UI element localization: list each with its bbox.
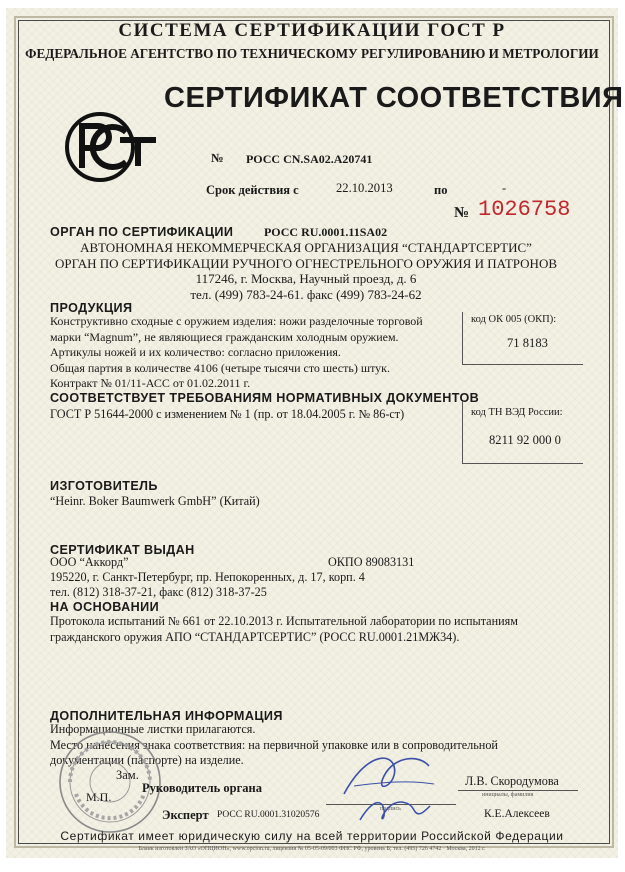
organ-line: АВТОНОМНАЯ НЕКОММЕРЧЕСКАЯ ОРГАНИЗАЦИЯ “СТАНДАРТСЕРТИС” (80, 240, 532, 255)
okp-code-box (462, 312, 583, 365)
product-line: Общая партия в количестве 4106 (четыре тысячи сто шесть) штук. (50, 360, 390, 375)
additional-line: документации (паспорте) на изделие. (50, 753, 244, 767)
print-note: Бланк изготовлен ЗАО «ОПЦИОН», www.opcion.ru, лицензия № 05-05-09/003 ФНС РФ, уровень Б; тел. (495) 726 4742 · Москва, 2012 г. (138, 846, 486, 852)
basis-line: Протокола испытаний № 661 от 22.10.2013 г. Испытательной лаборатории по испытаниям (50, 614, 518, 628)
validity-from: 22.10.2013 (336, 181, 393, 195)
issued-okpo: ОКПО 89083131 (328, 555, 415, 569)
head-label: Руководитель органа (142, 781, 262, 795)
initials-hint: инициалы, фамилия (482, 792, 534, 798)
mp-label: М.П. (86, 790, 112, 804)
product-line: Контракт № 01/11-АСС от 01.02.2011 г. (50, 376, 251, 390)
organ-label: ОРГАН ПО СЕРТИФИКАЦИИ (50, 225, 234, 239)
serial-number: 1026758 (478, 197, 571, 222)
system-title: СИСТЕМА СЕРТИФИКАЦИИ ГОСТ Р (118, 20, 506, 41)
additional-line: Информационные листки прилагаются. (50, 722, 256, 736)
issued-phone: тел. (812) 318-37-21, факс (812) 318-37-25 (50, 585, 267, 599)
tnved-value: 8211 92 000 0 (489, 433, 561, 447)
basis-label: НА ОСНОВАНИИ (50, 600, 160, 614)
issued-org: ООО “Аккорд” (50, 555, 129, 569)
tnved-label: код ТН ВЭД России: (471, 407, 563, 418)
manufacturer-label: ИЗГОТОВИТЕЛЬ (50, 479, 158, 493)
validity-label: Срок действия с (206, 183, 299, 197)
organ-details (6, 240, 606, 302)
product-line: Конструктивно сходные с оружием изделия: ножи разделочные торговой (50, 314, 423, 328)
basis-line: гражданского оружия АПО “СТАНДАРТСЕРТИС” (РОСС RU.0001.21МЖ34). (50, 629, 460, 644)
validity-to: - (502, 181, 507, 195)
compliance-text: ГОСТ Р 51644-2000 с изменением № 1 (пр. от 18.04.2005 г. № 86-ст) (50, 407, 405, 421)
serial-label: № (454, 205, 470, 221)
product-line: Артикулы ножей и их количество: согласно приложения. (50, 345, 341, 359)
basis-details (50, 614, 518, 645)
additional-line: Место нанесения знака соответствия: на первичной упаковке или в сопроводительной (50, 737, 498, 752)
certificate-sheet (6, 8, 624, 858)
expert-label: Эксперт (162, 808, 209, 822)
zam-label: Зам. (116, 768, 139, 782)
manufacturer-text: “Heinr. Boker Baumwerk GmbH” (Китай) (50, 494, 260, 508)
validity-to-label: по (434, 183, 448, 197)
organ-line: 117246, г. Москва, Научный проезд, д. 6 (195, 271, 417, 286)
additional-label: ДОПОЛНИТЕЛЬНАЯ ИНФОРМАЦИЯ (50, 709, 283, 723)
issued-label: СЕРТИФИКАТ ВЫДАН (50, 543, 195, 557)
compliance-label: СООТВЕТСТВУЕТ ТРЕБОВАНИЯМ НОРМАТИВНЫХ ДОКУМЕНТОВ (50, 391, 480, 405)
footer-note: Сертификат имеет юридическую силу на всей территории Российской Федерации (60, 829, 564, 843)
signature-hint: подпись (380, 806, 401, 812)
head-name-line (458, 790, 578, 791)
product-details (50, 314, 423, 392)
expert-name: К.Е.Алексеев (484, 808, 550, 820)
okp-value: 71 8183 (507, 336, 548, 350)
expert-code: РОСС RU.0001.31020576 (217, 810, 320, 820)
product-label: ПРОДУКЦИЯ (50, 301, 133, 315)
number-label: № (211, 151, 224, 165)
expert-signature-icon (354, 792, 434, 828)
product-line: марки “Magnum”, не являющиеся гражданским холодным оружием. (50, 329, 399, 344)
agency-title: ФЕДЕРАЛЬНОЕ АГЕНТСТВО ПО ТЕХНИЧЕСКОМУ РЕГУЛИРОВАНИЮ И МЕТРОЛОГИИ (25, 46, 599, 61)
okp-label: код ОК 005 (ОКП): (471, 314, 557, 325)
organ-code: РОСС RU.0001.11SA02 (264, 225, 388, 239)
certificate-number: РОСС CN.SA02.A20741 (246, 152, 373, 166)
certificate-title: СЕРТИФИКАТ СООТВЕТСТВИЯ (164, 82, 624, 114)
rst-logo-icon (64, 110, 160, 184)
tnved-code-box (462, 401, 583, 464)
head-name: Л.В. Скородумова (465, 774, 559, 788)
organ-line: ОРГАН ПО СЕРТИФИКАЦИИ РУЧНОГО ОГНЕСТРЕЛЬНОГО ОРУЖИЯ И ПАТРОНОВ (54, 255, 558, 271)
organ-line: тел. (499) 783-24-61. факс (499) 783-24-62 (190, 286, 422, 302)
issued-address: 195220, г. Санкт-Петербург, пр. Непокоренных, д. 17, корп. 4 (50, 570, 365, 584)
